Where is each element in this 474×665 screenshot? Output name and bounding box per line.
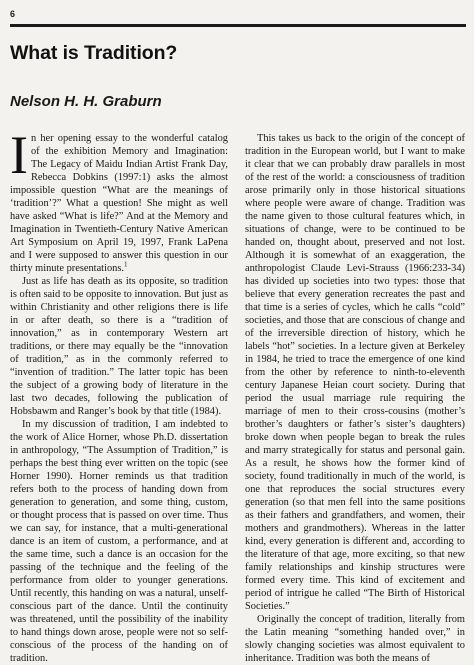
left-column [10, 125, 228, 665]
footnote-marker: 1 [124, 260, 128, 269]
right-column [245, 132, 465, 665]
drop-cap: I [10, 125, 28, 185]
paragraph-text: n her opening essay to the wonderful catalog of the exhibition Memory and Imagination: The Legacy of Maidu Indian Artist Frank Day, Rebecca Dobkins (1997:1) asks the almost impossible question “What are the meanings of ‘tradition’?” What a question! She might as well have asked “What is life?” And at the Memory and Imagination in Twentieth-Century Native American Art Symposium on April 19, 1997, Frank LaPena and I were supposed to answer this question in our thirty minute presentations. [10, 133, 228, 274]
paragraph [10, 125, 228, 275]
author-name: Nelson H. H. Graburn [10, 93, 162, 110]
paragraph: In my discussion of tradition, I am indebted to the work of Alice Horner, whose Ph.D. dissertation in anthropology, “The Assumption of Tradition,” is perhaps the best thing ever written on the topic (see Horner 1990). Horner reminds us that tradition refers both to the process of handing down from generation to generation, and some thing, custom, or thought process that is passed on over time. Thus we can say, for instance, that a multi-generational dance is an item of custom, a performance, and at the same time, such a dance is an occasion for the passing of the technique and the feeling of the performance from older to younger generations. Until recently, this handing on was a natural, unself-conscious part of the dance. Until the continuity was threatened, until the possibility of the inability to hand things down arose, people were not so self-conscious of the process of the handing on of tradition. [10, 419, 228, 664]
paragraph: Originally the concept of tradition, literally from the Latin meaning “something handed over,” in slowly changing societies was almost equivalent to inheritance. Tradition was both the means of [245, 614, 465, 664]
page-number: 6 [10, 9, 16, 19]
article-title: What is Tradition? [10, 42, 178, 64]
paragraph: This takes us back to the origin of the concept of tradition in the European world, but I want to make it clear that we can probably draw parallels in most of the rest of the world: a consciousness of tradition arose primarily only in those historical situations where people were aware of change. Tradition was the name given to those cultural features which, in situations of change, were to be continued to be handed on, thought about, preserved and not lost. Although it is somewhat of an exaggeration, the anthropologist Claude Levi-Strauss (1966:233-34) has divided up societies into two types: those that believe that every generation recreates the past and that time is a series of cycles, which he calls “cold” societies, and those that are conscious of change and of the irreversible direction of history, which he labels “hot” societies. In a lecture given at Berkeley in 1984, he tried to trace the emergence of one kind from the other by reference to ninth-to-eleventh century Japanese Heian court society. During that period the usual marriage rule requiring the marriage of men to their cross-cousins (mother’s brother’s daughters or father’s sister’s daughters) broke down when people began to break the rules and marry strategically for status and personal gain. As a result, he shows how the former kind of society, found traditionally in much of the world, is one that reproduces the social structures every generation (so that men fell into the same positions as their fathers and grandfathers, and women, their mothers and grandmothers). Whereas in the latter kind, every generation is different and, according to the literature of that age, more exciting, so that new family relationships and kinship structures were formed every time. This kind of excitement and period of intrigue he called “The Birth of Historical Societies.” [245, 133, 465, 612]
header-rule [10, 24, 466, 27]
paragraph: Just as life has death as its opposite, so tradition is often said to be opposite to innovation. But just as within Christianity and other religions there is life in or after death, so there is a “tradition of innovation,” as in contemporary Western art traditions, or there may equally be the “innovation of tradition,” as in the commonly referred to “invention of tradition.” The latter topic has been the subject of a growing body of literature in the last two decades, following the publication of Hobsbawm and Ranger’s book by that title (1984). [10, 276, 228, 417]
